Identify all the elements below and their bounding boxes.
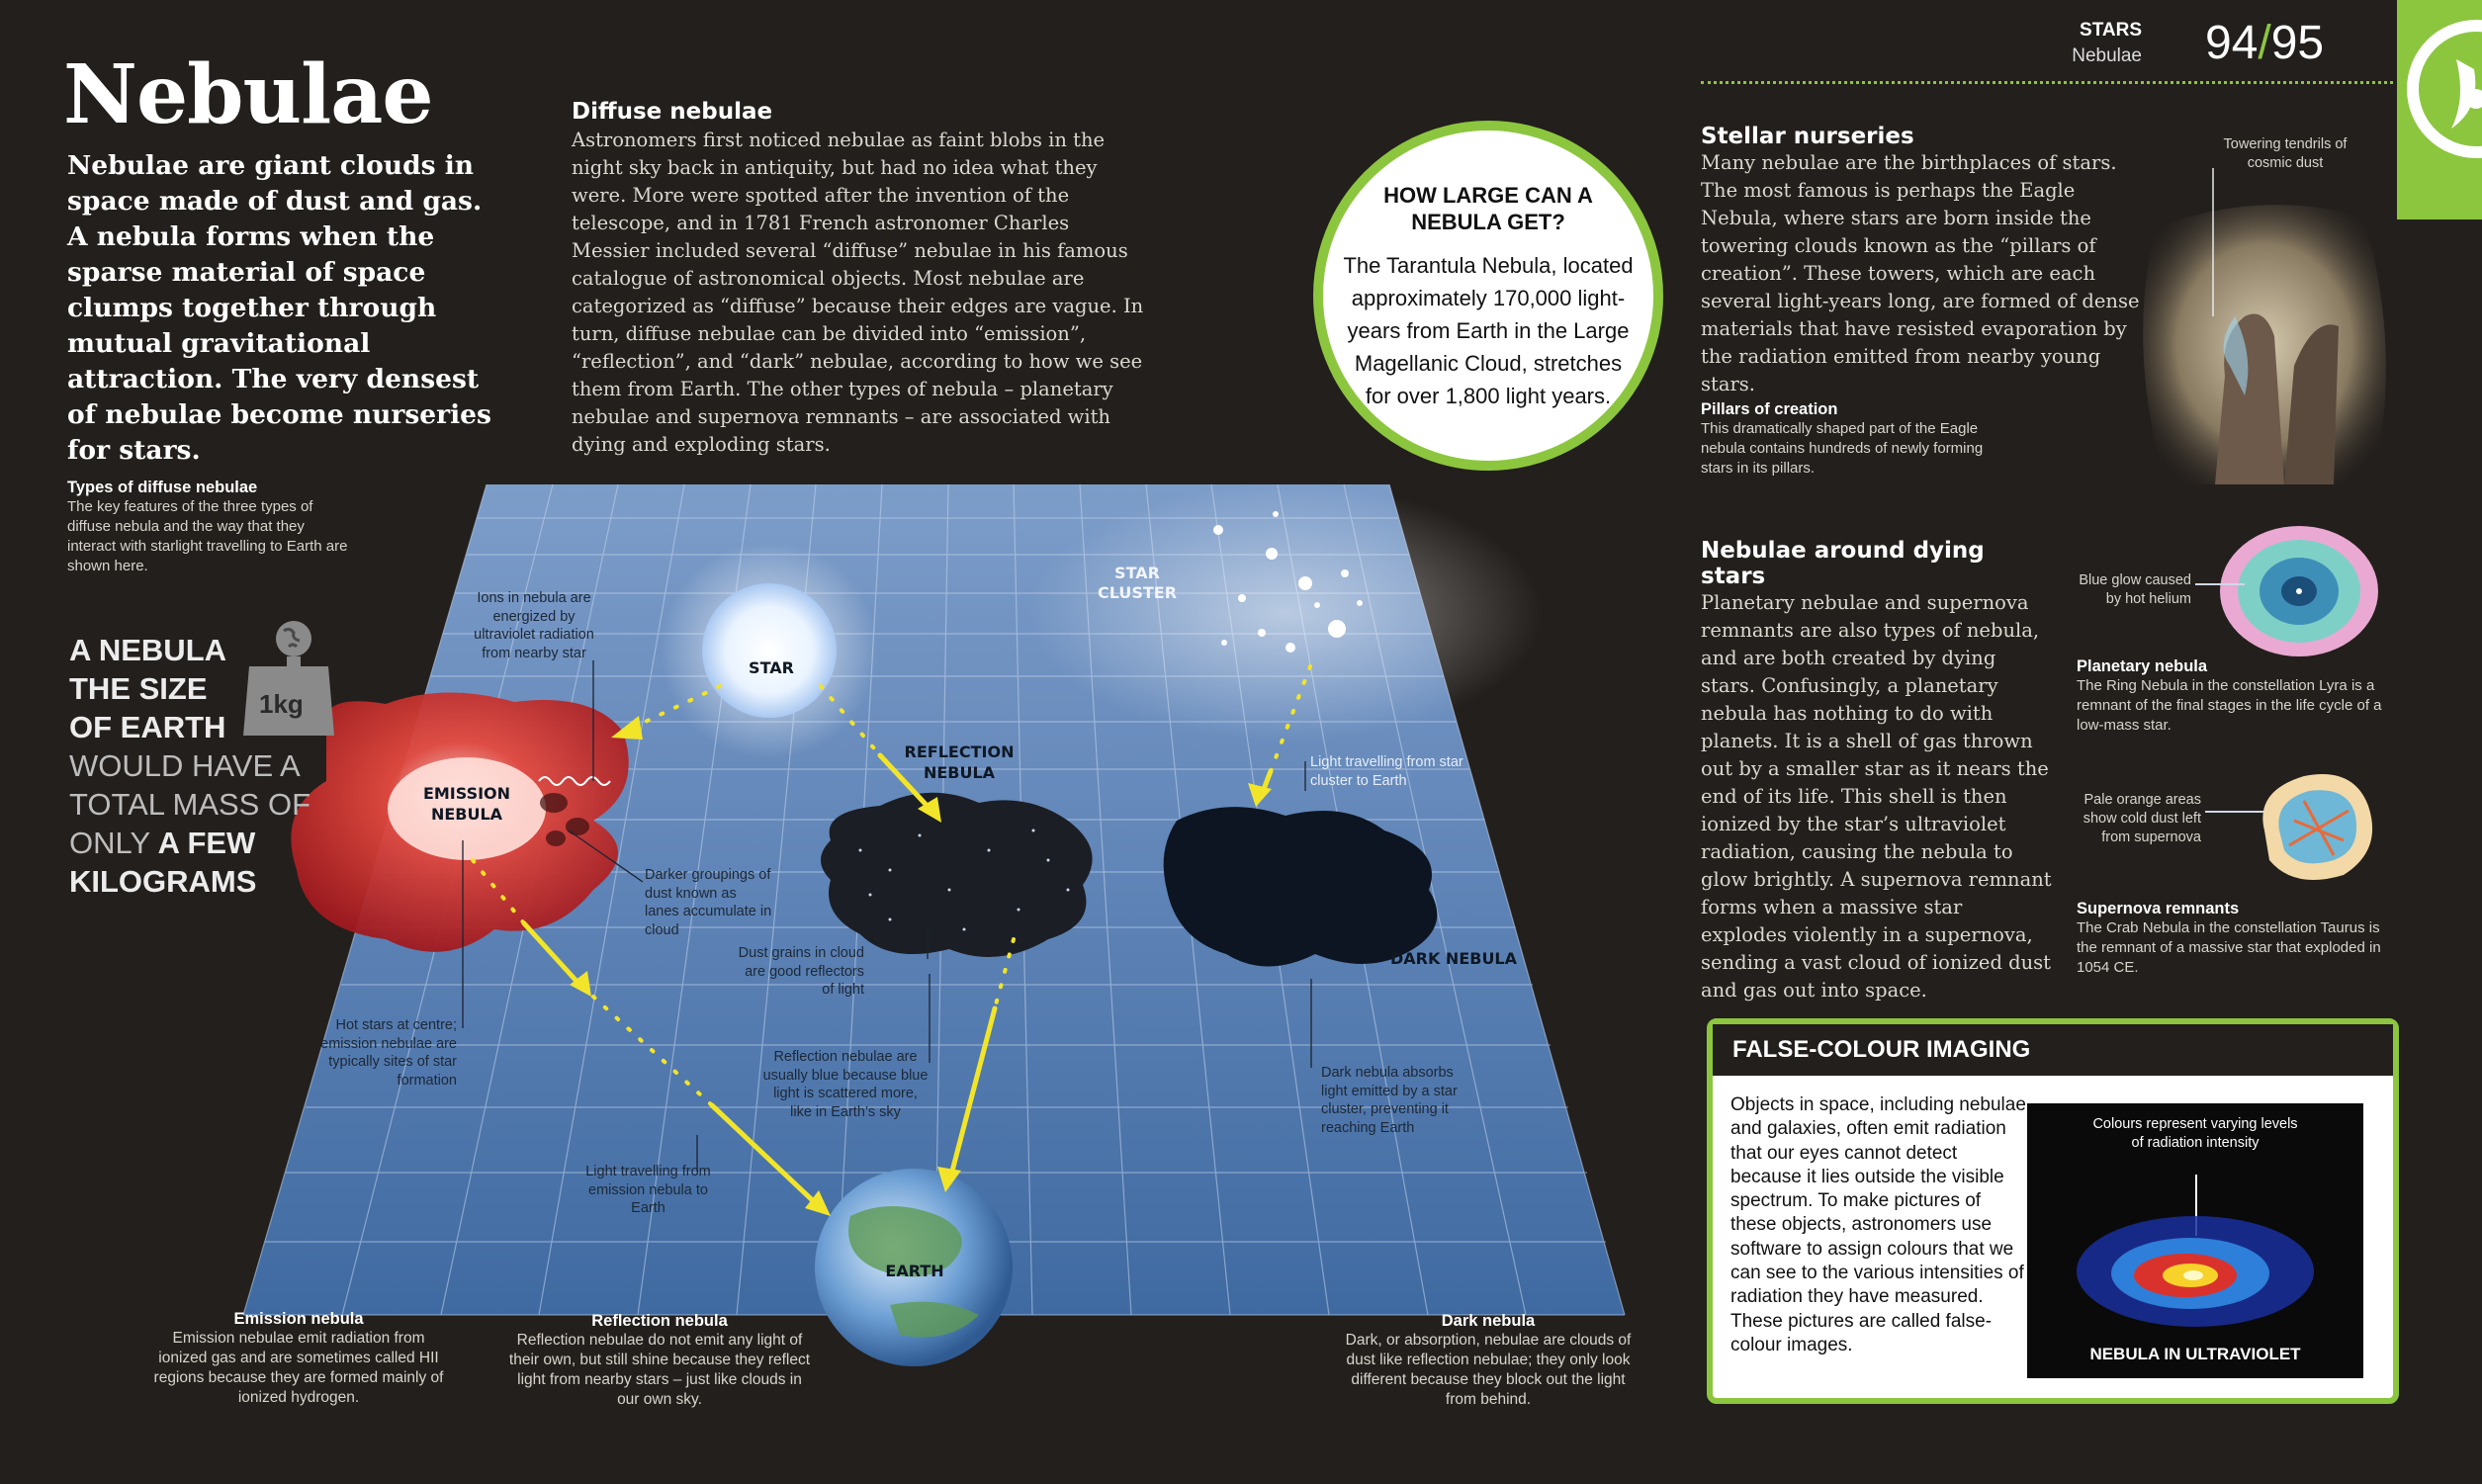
reflection-label-1: REFLECTION [904, 742, 1015, 761]
star-cluster-label-1: STAR [1114, 564, 1160, 582]
emission-caption [150, 1310, 447, 1408]
dying-text: Planetary nebulae and supernova remnants are also types of nebula, and are both created by dying stars. Confusingly, a planetary nebula has nothing to do with planets. It is a shell of gas thrown out by a smaller star as it nears the end of its life. This shell is then ionized by the star’s ultraviolet radiation, causing the nebula to glow brightly. A supernova remnant forms when a massive star explodes violently in a supernova, sending a vast cloud of ionized dust and gas out into space. [1701, 591, 2052, 1002]
reflection-label [890, 742, 1028, 783]
supernova-heading: Supernova remnants [2077, 900, 2240, 917]
orange-note: Pale orange areas show cold dust left from supernova [2083, 792, 2201, 845]
light-cluster-note: Light travelling from star cluster to Earth [1310, 754, 1463, 789]
emission-label-2: NEBULA [430, 805, 503, 824]
pillars-text: This dramatically shaped part of the Eagle nebula contains hundreds of newly forming stars in its pillars. [1701, 420, 1984, 477]
star-label: STAR [749, 658, 794, 677]
star-cluster-glow [1028, 484, 1543, 742]
page-sep: / [2258, 17, 2271, 69]
weight-icon [229, 617, 338, 742]
dark-caption-text: Dark, or absorption, nebulae are clouds of dust like reflection nebulae; they only look different because they block out the light from behind. [1345, 1332, 1632, 1408]
blue-glow-note: Blue glow caused by hot helium [2079, 572, 2191, 607]
emission-caption-heading: Emission nebula [233, 1310, 364, 1328]
dark-nebula-label: DARK NEBULA [1389, 949, 1518, 968]
page-left: 94 [2205, 17, 2259, 69]
dark-caption-heading: Dark nebula [1441, 1312, 1536, 1330]
factoid-line-5: TOTAL MASS OF [69, 787, 311, 822]
dust-grains-note: Dust grains in cloud are good reflectors of light [738, 945, 864, 998]
factoid-line-1: A NEBULA [69, 633, 227, 667]
reflection-caption-text: Reflection nebulae do not emit any light of their own, but still shine because they reflect light from nearby stars – just like clouds in our own sky. [508, 1332, 811, 1408]
how-large-heading: HOW LARGE CAN A NEBULA GET? [1383, 183, 1593, 234]
page-title: Nebulae [63, 47, 433, 142]
reflection-blue-note: Reflection nebulae are usually blue because blue light is scattered more, like in Earth’s sky [762, 1049, 929, 1120]
hot-stars-note: Hot stars at centre; emission nebulae are typically sites of star formation [320, 1017, 457, 1089]
light-emission-note: Light travelling from emission nebula to Earth [585, 1164, 711, 1216]
planetary-heading: Planetary nebula [2077, 657, 2208, 675]
uv-caption: NEBULA IN ULTRAVIOLET [2089, 1345, 2301, 1363]
factoid-line-4: WOULD HAVE A [69, 748, 301, 783]
tendrils-note: Towering tendrils of cosmic dust [2223, 136, 2348, 171]
section-label: STARS [2080, 20, 2142, 41]
emission-caption-text: Emission nebulae emit radiation from ionized gas and are sometimes called HII regions because they are formed mainly of ionized hydrogen. [153, 1330, 444, 1406]
pillars-heading: Pillars of creation [1701, 400, 1838, 418]
star-cluster-label-2: CLUSTER [1097, 583, 1178, 602]
weight-label: 1kg [259, 689, 304, 719]
stellar-text: Many nebulae are the birthplaces of stars. The most famous is perhaps the Eagle Nebula, where stars are born inside the towering clouds known as the “pillars of creation”. These towers, which are each several light-years long, are formed of dense materials that have resisted evaporation by the radiation emitted from nearby young stars. [1701, 151, 2140, 395]
reflection-caption [506, 1312, 813, 1410]
dark-absorbs-note: Dark nebula absorbs light emitted by a star cluster, preventing it reaching Earth [1321, 1065, 1458, 1136]
factoid-line-6b: A FEW [157, 826, 256, 860]
factoid-line-2: THE SIZE [69, 671, 208, 706]
star-body [702, 583, 837, 718]
false-colour-text: Objects in space, including nebulae and galaxies, often emit radiation that our eyes cannot detect because it lies outside the visible spectrum. To make pictures of these objects, astronomers use software to assign colours that we can see to the various intensities of radiation they have measured. These pictures are called false-colour images. [1730, 1094, 2026, 1355]
earth-label: EARTH [885, 1262, 944, 1280]
factoid-line-6a: ONLY [69, 826, 151, 860]
reflection-label-2: NEBULA [923, 763, 996, 782]
intro-paragraph: Nebulae are giant clouds in space made of dust and gas. A nebula forms when the sparse material of space clumps together through mutual gravitational attraction. The very densest of nebulae become nurseries for stars. [67, 150, 491, 466]
factoid-line-3: OF EARTH [69, 710, 226, 744]
dark-caption [1335, 1312, 1641, 1410]
emission-label [407, 783, 526, 825]
subsection-label: Nebulae [2072, 45, 2142, 66]
dying-heading: Nebulae around dying stars [1701, 538, 1985, 589]
ions-note: Ions in nebula are energized by ultraviolet radiation from nearby star [474, 590, 594, 661]
reflection-nebula-cloud [821, 793, 1093, 957]
darker-note: Darker groupings of dust known as lanes accumulate in cloud [645, 867, 772, 938]
diffuse-heading: Diffuse nebulae [572, 99, 773, 125]
types-text: The key features of the three types of diffuse nebula and the way that they interact with starlight travelling to Earth are shown here. [67, 498, 348, 574]
types-heading: Types of diffuse nebulae [67, 479, 258, 496]
star-cluster-label [1088, 564, 1187, 603]
how-large-text: The Tarantula Nebula, located approximately 170,000 light-years from Earth in the Large Magellanic Cloud, stretches for over 1,800 light years. [1343, 253, 1634, 408]
false-colour-heading: FALSE-COLOUR IMAGING [1713, 1024, 2393, 1076]
colours-note: Colours represent varying levels of radiation intensity [2092, 1116, 2298, 1151]
emission-label-1: EMISSION [422, 784, 511, 803]
supernova-text: The Crab Nebula in the constellation Taurus is the remnant of a massive star that exploded in 1054 CE. [2077, 919, 2381, 976]
stellar-heading: Stellar nurseries [1701, 124, 1914, 149]
page-right: 95 [2270, 17, 2325, 69]
factoid-line-7: KILOGRAMS [69, 864, 257, 899]
diffuse-text: Astronomers first noticed nebulae as faint blobs in the night sky back in antiquity, but had no idea what they were. More were spotted after the invention of the telescope, and in 1781 French astronomer Charles Messier included several “diffuse” nebulae in his famous catalogue of astronomical objects. Most nebulae are categorized as “diffuse” because their edges are vague. In turn, diffuse nebulae can be divided into “emission”, “reflection”, and “dark” nebulae, according to how we see them from Earth. The other types of nebula – planetary nebulae and supernova remnants – are associated with dying and exploding stars. [572, 129, 1144, 456]
planetary-text: The Ring Nebula in the constellation Lyra is a remnant of the final stages in the life cycle of a low-mass star. [2077, 677, 2382, 734]
reflection-caption-heading: Reflection nebula [591, 1312, 728, 1330]
